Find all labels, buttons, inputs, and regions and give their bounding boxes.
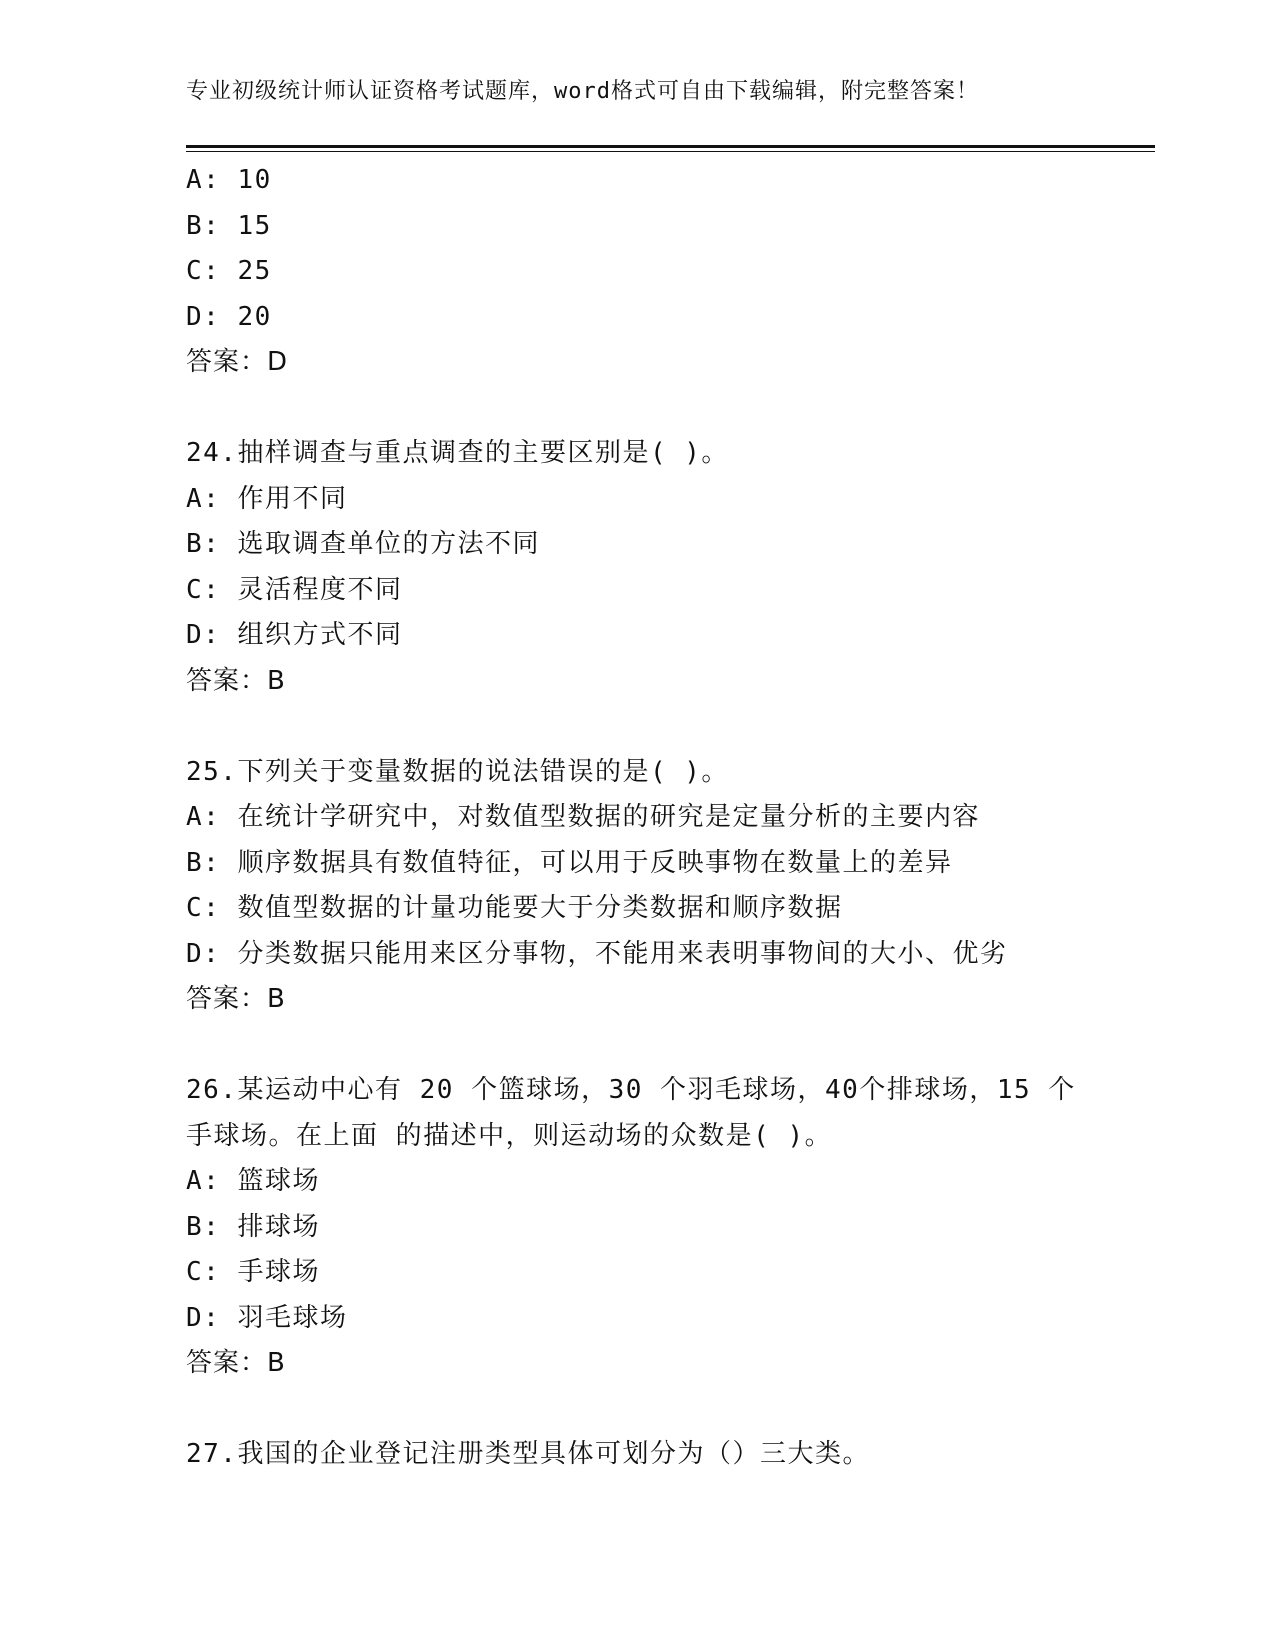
question-stem-continued: 手球场。在上面 的描述中，则运动场的众数是( )。 — [186, 1120, 833, 1151]
page-header-text: 专业初级统计师认证资格考试题库，word格式可自由下载编辑，附完整答案！ — [186, 79, 979, 104]
option-line: D: 羽毛球场 — [186, 1302, 348, 1333]
question-stem: 25.下列关于变量数据的说法错误的是( )。 — [186, 756, 729, 787]
option-line: C: 手球场 — [186, 1257, 320, 1287]
option-line: A: 在统计学研究中，对数值型数据的研究是定量分析的主要内容 — [186, 802, 980, 832]
spacer — [186, 1023, 1086, 1069]
answer-line: 答案：B — [186, 665, 286, 696]
option-line: A: 10 — [186, 165, 272, 195]
option-line: D: 分类数据只能用来区分事物，不能用来表明事物间的大小、优劣 — [186, 938, 1008, 969]
option-line: C: 数值型数据的计量功能要大于分类数据和顺序数据 — [186, 893, 843, 923]
option-line: B: 顺序数据具有数值特征，可以用于反映事物在数量上的差异 — [186, 847, 953, 878]
question-stem: 27.我国的企业登记注册类型具体可划分为（）三大类。 — [186, 1439, 870, 1469]
question-content — [186, 158, 1086, 1478]
option-line: D: 20 — [186, 301, 272, 332]
answer-line: 答案：D — [186, 347, 289, 377]
option-line: B: 选取调查单位的方法不同 — [186, 529, 540, 559]
spacer — [186, 386, 1086, 432]
option-line: D: 组织方式不同 — [186, 620, 403, 650]
option-line: C: 25 — [186, 256, 272, 286]
question-stem: 24.抽样调查与重点调查的主要区别是( )。 — [186, 438, 729, 468]
option-line: A: 作用不同 — [186, 483, 348, 514]
spacer — [186, 1387, 1086, 1433]
option-line: B: 15 — [186, 210, 272, 241]
option-line: C: 灵活程度不同 — [186, 574, 403, 605]
header-divider — [186, 145, 1155, 152]
question-stem: 26.某运动中心有 20 个篮球场，30 个羽毛球场，40个排球场，15 个 — [186, 1075, 1076, 1105]
option-line: A: 篮球场 — [186, 1166, 320, 1196]
option-line: B: 排球场 — [186, 1211, 320, 1242]
answer-line: 答案：B — [186, 984, 286, 1014]
answer-line: 答案：B — [186, 1348, 286, 1378]
spacer — [186, 704, 1086, 750]
